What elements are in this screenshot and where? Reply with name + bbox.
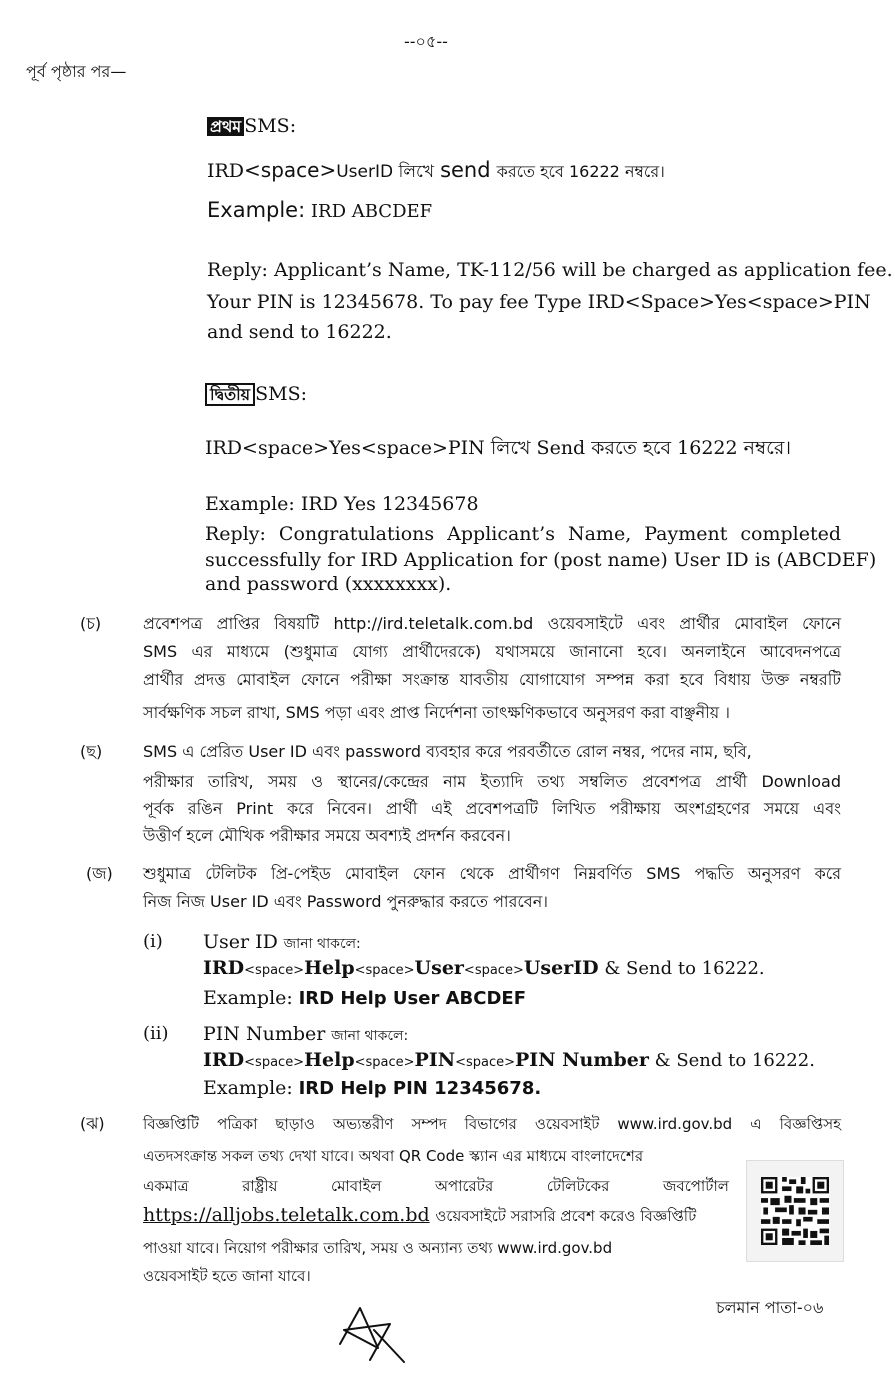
section-jha-line5: পাওয়া যাবে। নিয়োগ পরীক্ষার তারিখ, সময় ও অন্যান্য তথ্য www.ird.gov.bd xyxy=(143,1239,613,1257)
ja-i-title xyxy=(203,930,361,956)
ja-ii-cmd-help: Help xyxy=(304,1049,355,1071)
sms1-reply-line1: Reply: Applicant’s Name, TK-112/56 will be charged as application fee. xyxy=(207,259,893,281)
ja-ii-command xyxy=(203,1048,815,1075)
ja-ii-cmd-space3: <space> xyxy=(455,1055,516,1070)
ja-ii-example-value: IRD Help PIN 12345678. xyxy=(298,1078,542,1099)
ja-ii-marker: (ii) xyxy=(143,1023,169,1044)
ja-i-cmd-space1: <space> xyxy=(244,963,305,978)
ja-i-title-text: User ID xyxy=(203,931,278,953)
sms1-cmd-ird: IRD xyxy=(207,160,245,182)
section-jha-line6: ওয়েবসাইট হতে জানা যাবে। xyxy=(143,1267,311,1285)
ja-ii-cmd-space2: <space> xyxy=(354,1055,415,1070)
sms1-badge: প্রথম xyxy=(207,117,244,136)
sms1-cmd-tail: করতে হবে 16222 নম্বরে। xyxy=(496,162,665,181)
sms1-reply-line3: and send to 16222. xyxy=(207,321,392,343)
sms1-command xyxy=(207,158,665,184)
section-cha-line2: SMS এর মাধ্যমে (শুধুমাত্র যোগ্য প্রার্থীদেরকে) যথাসময়ে জানানো হবে। অনলাইনে আবেদনপত্রে xyxy=(143,642,841,661)
section-chha-line1: SMS এ প্রেরিত User ID এবং password ব্যবহার করে পরবর্তীতে রোল নম্বর, পদের নাম, ছবি, xyxy=(143,742,752,761)
sms1-cmd-space: <space> xyxy=(244,158,337,182)
section-cha-marker: (চ) xyxy=(80,614,102,633)
ja-ii-cmd-pinnumber: PIN Number xyxy=(515,1049,649,1071)
sms2-reply-line3: and password (xxxxxxxx). xyxy=(205,573,452,595)
ja-i-cmd-help: Help xyxy=(304,957,355,979)
ja-i-cmd-ird: IRD xyxy=(203,957,245,979)
ja-i-command xyxy=(203,956,765,983)
sms1-cmd-userid: UserID লিখে xyxy=(336,162,435,182)
sms2-reply-line1: Reply: Congratulations Applicant’s Name, Payment completed xyxy=(205,523,841,545)
sms2-label xyxy=(205,382,307,407)
section-jha-line1: বিজ্ঞপ্তিটি পত্রিকা ছাড়াও অভ্যন্তরীণ সম্পদ বিভাগের ওয়েবসাইট www.ird.gov.bd এ বিজ্ঞপ্তিসহ xyxy=(143,1115,841,1133)
ja-ii-title-text: PIN Number xyxy=(203,1023,326,1045)
ja-ii-cmd-tail: & Send to 16222. xyxy=(654,1050,815,1071)
ja-i-cmd-user: User xyxy=(414,957,464,979)
section-ja-line1: শুধুমাত্র টেলিটক প্রি-পেইড মোবাইল ফোন থেকে প্রার্থীগণ নিম্নবর্ণিত SMS পদ্ধতি অনুসরণ করে xyxy=(143,864,841,883)
ja-ii-example-label: Example: xyxy=(203,1077,293,1099)
ja-ii-cmd-space1: <space> xyxy=(244,1055,305,1070)
sms2-command: IRD<space>Yes<space>PIN লিখে Send করতে হবে 16222 নম্বরে। xyxy=(205,437,792,459)
sms1-example xyxy=(207,198,432,224)
section-chha-line4: উত্তীর্ণ হলে মৌখিক পরীক্ষার সময়ে অবশ্যই প্রদর্শন করবেন। xyxy=(143,826,511,845)
sms1-reply-line2: Your PIN is 12345678. To pay fee Type IRD<Space>Yes<space>PIN xyxy=(207,291,871,313)
section-cha-line4: সার্বক্ষণিক সচল রাখা, SMS পড়া এবং প্রাপ্ত নির্দেশনা তাৎক্ষণিকভাবে অনুসরণ করা বাঞ্ছনীয় । xyxy=(143,703,730,722)
sms1-example-value: IRD ABCDEF xyxy=(310,201,433,222)
ja-i-cmd-tail: & Send to 16222. xyxy=(604,958,765,979)
sms1-example-label: Example: xyxy=(207,198,306,222)
section-jha-line2: এতদসংক্রান্ত সকল তথ্য দেখা যাবে। অথবা QR Code স্ক্যান এর মাধ্যমে বাংলাদেশের xyxy=(143,1147,644,1165)
ja-i-cmd-userid: UserID xyxy=(523,957,599,979)
ja-i-cmd-space2: <space> xyxy=(354,963,415,978)
next-page-note: চলমান পাতা-০৬ xyxy=(716,1298,824,1317)
signature-mark xyxy=(330,1300,420,1370)
section-ja-line2: নিজ নিজ User ID এবং Password পুনরুদ্ধার করতে পারবেন। xyxy=(143,892,548,911)
ja-ii-cmd-ird: IRD xyxy=(203,1049,245,1071)
ja-i-example xyxy=(203,986,526,1011)
section-jha-line4 xyxy=(143,1203,696,1228)
section-chha-line3: পূর্বক রঙিন Print করে নিবেন। প্রার্থী এই প্রবেশপত্রটি লিখিত পরীক্ষায় অংশগ্রহণের সময়ে এবং xyxy=(143,799,841,818)
sms2-example: Example: IRD Yes 12345678 xyxy=(205,493,479,515)
ja-ii-title xyxy=(203,1022,408,1048)
sms2-badge: দ্বিতীয় xyxy=(205,383,255,406)
ja-i-marker: (i) xyxy=(143,931,163,952)
section-chha-line2: পরীক্ষার তারিখ, সময় ও স্থানের/কেন্দ্রের নাম ইত্যাদি তথ্য সম্বলিত প্রবেশপত্র প্রার্থী Download xyxy=(143,772,841,791)
ja-i-example-label: Example: xyxy=(203,987,293,1009)
section-cha-line1: প্রবেশপত্র প্রাপ্তির বিষয়টি http://ird.teletalk.com.bd ওয়েবসাইটে এবং প্রার্থীর মোবাইল ফোনে xyxy=(143,614,841,633)
ja-ii-example xyxy=(203,1076,541,1101)
section-jha-marker: (ঝ) xyxy=(80,1114,105,1133)
sms1-label xyxy=(207,114,296,139)
section-chha-marker: (ছ) xyxy=(80,742,103,761)
page-number: --০৫-- xyxy=(404,32,448,51)
sms2-reply-line2: successfully for IRD Application for (post name) User ID is (ABCDEF) xyxy=(205,549,877,571)
sms1-cmd-send: send xyxy=(440,158,491,182)
sms1-label-suffix: SMS: xyxy=(244,115,297,137)
alljobs-link[interactable]: https://alljobs.teletalk.com.bd xyxy=(143,1204,430,1226)
qr-code[interactable] xyxy=(746,1160,844,1262)
ja-i-title-suffix: জানা থাকলে: xyxy=(283,936,361,952)
continued-note: পূর্ব পৃষ্ঠার পর— xyxy=(26,62,127,81)
section-cha-line3: প্রার্থীর প্রদত্ত মোবাইল ফোনে পরীক্ষা সংক্রান্ত যাবতীয় যোগাযোগ সম্পন্ন করা হবে বিধায় উক্ত নম্বরটি xyxy=(143,670,841,689)
ja-ii-title-suffix: জানা থাকলে: xyxy=(331,1028,409,1044)
ja-i-example-value: IRD Help User ABCDEF xyxy=(298,988,526,1009)
section-jha-line3: একমাত্র রাষ্ট্রীয় মোবাইল অপারেটর টেলিটকের জবপোর্টাল xyxy=(143,1177,729,1195)
section-ja-marker: (জ) xyxy=(86,864,113,883)
section-jha-line4-rest: ওয়েবসাইটে সরাসরি প্রবেশ করেও বিজ্ঞপ্তিটি xyxy=(435,1207,697,1225)
ja-i-cmd-space3: <space> xyxy=(463,963,524,978)
sms2-label-suffix: SMS: xyxy=(255,383,307,405)
ja-ii-cmd-pin: PIN xyxy=(414,1049,456,1071)
qr-code-icon xyxy=(761,1173,829,1249)
